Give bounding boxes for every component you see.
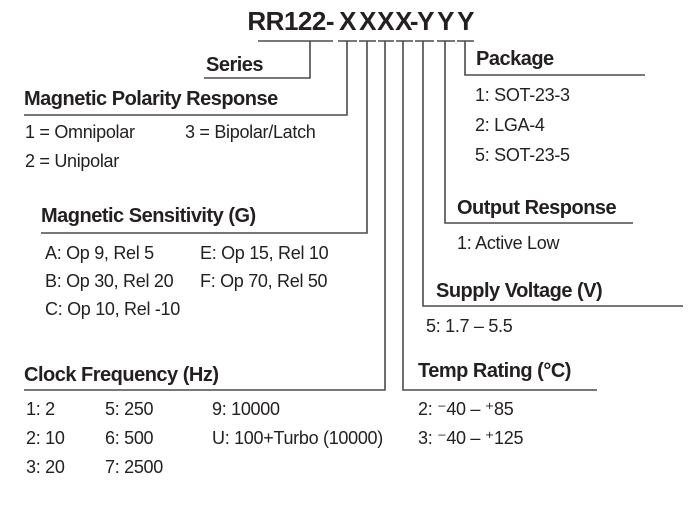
magnetic-polarity-title: Magnetic Polarity Response: [24, 88, 278, 110]
option-item: B: Op 30, Rel 20: [45, 271, 174, 291]
option-item: 1: SOT-23-3: [475, 85, 570, 105]
package-options: [475, 80, 570, 170]
part-number-separator: -: [409, 6, 419, 36]
magnetic-sensitivity-title: Magnetic Sensitivity (G): [41, 205, 256, 227]
temp-rating-options: [418, 395, 523, 453]
option-item: C: Op 10, Rel -10: [45, 299, 180, 319]
option-item: U: 100+Turbo (10000): [212, 428, 383, 448]
part-number-y2: Y: [437, 6, 454, 36]
magnetic-polarity-options-col1: [25, 118, 135, 176]
clock-frequency-title: Clock Frequency (Hz): [24, 364, 219, 386]
series-title: Series: [206, 54, 264, 76]
option-item: 3: 20: [26, 457, 65, 477]
option-item: 2 = Unipolar: [25, 151, 119, 171]
option-item: 9: 10000: [212, 399, 280, 419]
magnetic-sensitivity-options-col1: [45, 239, 180, 323]
clock-frequency-options-col1: [26, 395, 65, 482]
option-item: 5: 1.7 – 5.5: [426, 316, 513, 336]
option-item: 1: Active Low: [457, 233, 560, 253]
part-number-x1: X: [339, 6, 356, 36]
temp-rating-title: Temp Rating (°C): [418, 360, 571, 382]
part-number-prefix: RR122-: [247, 6, 334, 36]
option-item: 2: LGA-4: [475, 115, 545, 135]
option-item: 1: 2: [26, 399, 55, 419]
supply-voltage-options: [426, 312, 512, 340]
option-item: 3 = Bipolar/Latch: [185, 122, 316, 142]
supply-voltage-title: Supply Voltage (V): [436, 280, 603, 302]
package-title: Package: [476, 48, 554, 70]
magnetic-polarity-options-col2: [185, 118, 316, 147]
part-number-x3: X: [377, 6, 394, 36]
option-item: 6: 500: [105, 428, 154, 448]
option-item: A: Op 9, Rel 5: [45, 243, 154, 263]
output-response-options: [457, 229, 559, 257]
part-number-x4: X: [395, 6, 412, 36]
magnetic-sensitivity-options-col2: [200, 239, 328, 295]
output-response-title: Output Response: [457, 197, 617, 219]
clock-frequency-options-col2: [105, 395, 163, 482]
part-number-x2: X: [359, 6, 376, 36]
clock-frequency-options-col3: [212, 395, 383, 453]
option-item: 3: ⁻40 – ⁺125: [418, 428, 524, 448]
option-item: 7: 2500: [105, 457, 163, 477]
option-item: 5: 250: [105, 399, 154, 419]
option-item: 2: 10: [26, 428, 65, 448]
option-item: E: Op 15, Rel 10: [200, 243, 329, 263]
part-number-y1: Y: [417, 6, 434, 36]
option-item: 2: ⁻40 – ⁺85: [418, 399, 514, 419]
option-item: F: Op 70, Rel 50: [200, 271, 328, 291]
option-item: 1 = Omnipolar: [25, 122, 135, 142]
part-number-y3: Y: [457, 6, 474, 36]
option-item: 5: SOT-23-5: [475, 145, 570, 165]
